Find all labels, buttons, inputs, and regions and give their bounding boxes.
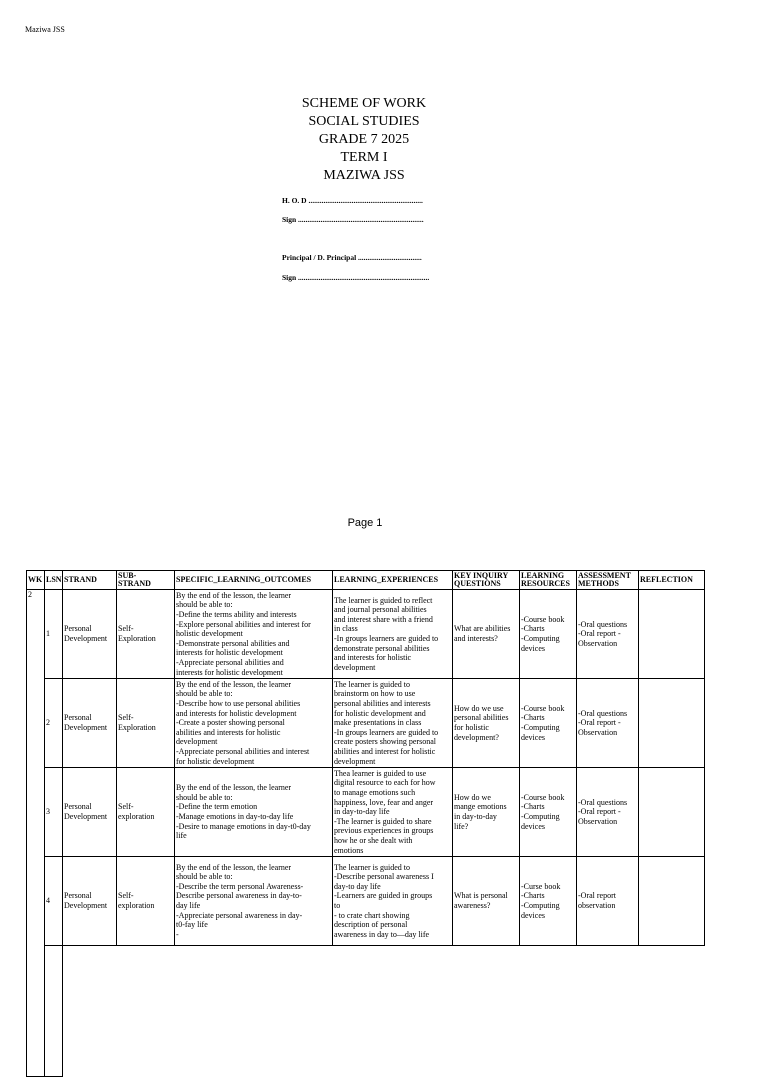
title-grade: GRADE 7 2025 [318, 132, 410, 147]
experiences-cell: The learner is guided to -Describe personal awareness I day-to day life -Learners are guided in groups to - to crate chart showing description of personal awareness in day to—day life [333, 857, 453, 946]
header-inquiry: KEY INQUIRY QUESTIONS [453, 571, 520, 590]
strand-cell: Personal Development [63, 679, 117, 768]
table-header-row [27, 571, 705, 590]
inquiry-cell: How do we use personal abilities for holistic development? [453, 679, 520, 768]
scheme-table [26, 570, 705, 1077]
resources-cell: -Course book -Charts -Computing devices [520, 590, 577, 679]
sub-strand-cell: Self- exploration [117, 857, 175, 946]
strand-cell: Personal Development [63, 857, 117, 946]
school-header: Maziwa JSS [25, 25, 65, 34]
table-row [27, 857, 705, 946]
experiences-cell: The learner is guided to brainstorm on how to use personal abilities and interests for holistic development and make presentations in class -In groups learners are guided to create posters showing personal abilities and interest for holistic development [333, 679, 453, 768]
title-scheme: SCHEME OF WORK [301, 96, 427, 111]
table-row [27, 590, 705, 679]
sub-strand-cell: Self- Exploration [117, 679, 175, 768]
empty-cell [453, 946, 520, 1077]
reflection-cell [639, 768, 705, 857]
assessment-cell: -Oral questions -Oral report - Observation [577, 768, 639, 857]
reflection-cell [639, 679, 705, 768]
hod-line: H. O. D ............................................................. [282, 196, 423, 205]
empty-cell [333, 946, 453, 1077]
header-strand: STRAND [63, 571, 117, 590]
title-block [0, 95, 728, 185]
empty-cell [639, 946, 705, 1077]
resources-cell: -Course book -Charts -Computing devices [520, 679, 577, 768]
header-lsn: LSN [45, 571, 63, 590]
header-assessment: ASSESSMENT METHODS [577, 571, 639, 590]
assessment-cell: -Oral questions -Oral report - Observation [577, 590, 639, 679]
inquiry-cell: How do we mange emotions in day-to-day life? [453, 768, 520, 857]
week-cell: 2 [27, 590, 45, 1077]
empty-cell [63, 946, 117, 1077]
empty-cell [577, 946, 639, 1077]
sub-strand-cell: Self- exploration [117, 768, 175, 857]
lsn-cell: 4 [45, 857, 63, 946]
empty-cell [117, 946, 175, 1077]
outcomes-cell: By the end of the lesson, the learner should be able to: -Describe the term personal Awareness- Describe personal awareness in day-to- day life -Appreciate personal awareness in day- t0-fay life - [175, 857, 333, 946]
inquiry-cell: What is personal awareness? [453, 857, 520, 946]
header-wk: WK [27, 571, 45, 590]
header-sub-strand: SUB- STRAND [117, 571, 175, 590]
hod-sign-line: Sign ................................................................... [282, 215, 424, 224]
lsn-cell: 2 [45, 679, 63, 768]
outcomes-cell: By the end of the lesson, the learner should be able to: -Define the terms ability and interests -Explore personal abilities and interest for holistic development -Demonstrate personal abilities and interests for holistic development -Appreciate personal abilities and interests for holistic development [175, 590, 333, 679]
page-number: Page 1 [347, 517, 383, 529]
header-experiences: LEARNING_EXPERIENCES [333, 571, 453, 590]
header-resources: LEARNING RESOURCES [520, 571, 577, 590]
table-row [27, 768, 705, 857]
reflection-cell [639, 590, 705, 679]
sub-strand-cell: Self- Exploration [117, 590, 175, 679]
reflection-cell [639, 857, 705, 946]
assessment-cell: -Oral questions -Oral report - Observation [577, 679, 639, 768]
principal-line: Principal / D. Principal .................................. [282, 253, 422, 262]
outcomes-cell: By the end of the lesson, the learner should be able to: -Describe how to use personal abilities and interests for holistic development -Create a poster showing personal abilities and interests for holistic development -Appreciate personal abilities and interest for holistic development [175, 679, 333, 768]
table-row [27, 679, 705, 768]
title-school: MAZIWA JSS [323, 168, 405, 183]
resources-cell: -Course book -Charts -Computing devices [520, 768, 577, 857]
assessment-cell: -Oral report observation [577, 857, 639, 946]
header-reflection: REFLECTION [639, 571, 705, 590]
lsn-cell: 1 [45, 590, 63, 679]
header-outcomes: SPECIFIC_LEARNING_OUTCOMES [175, 571, 333, 590]
strand-cell: Personal Development [63, 768, 117, 857]
table-row-empty [27, 946, 705, 1077]
experiences-cell: The learner is guided to reflect and journal personal abilities and interest share with a friend in class -In groups learners are guided to demonstrate personal abilities and interests for holistic development [333, 590, 453, 679]
empty-cell [45, 946, 63, 1077]
experiences-cell: Thea learner is guided to use digital resource to each for how to manage emotions such happiness, love, fear and anger in day-to-day life -The learner is guided to share previous experiences in groups how he or she dealt with emotions [333, 768, 453, 857]
outcomes-cell: By the end of the lesson, the learner should be able to: -Define the term emotion -Manage emotions in day-to-day life -Desire to manage emotions in day-t0-day life [175, 768, 333, 857]
empty-cell [520, 946, 577, 1077]
title-term: TERM I [340, 150, 388, 165]
principal-sign-line: Sign ...................................................................... [282, 273, 430, 282]
resources-cell: -Curse book -Charts -Computing devices [520, 857, 577, 946]
lsn-cell: 3 [45, 768, 63, 857]
strand-cell: Personal Development [63, 590, 117, 679]
empty-cell [175, 946, 333, 1077]
title-subject: SOCIAL STUDIES [308, 114, 420, 129]
inquiry-cell: What are abilities and interests? [453, 590, 520, 679]
